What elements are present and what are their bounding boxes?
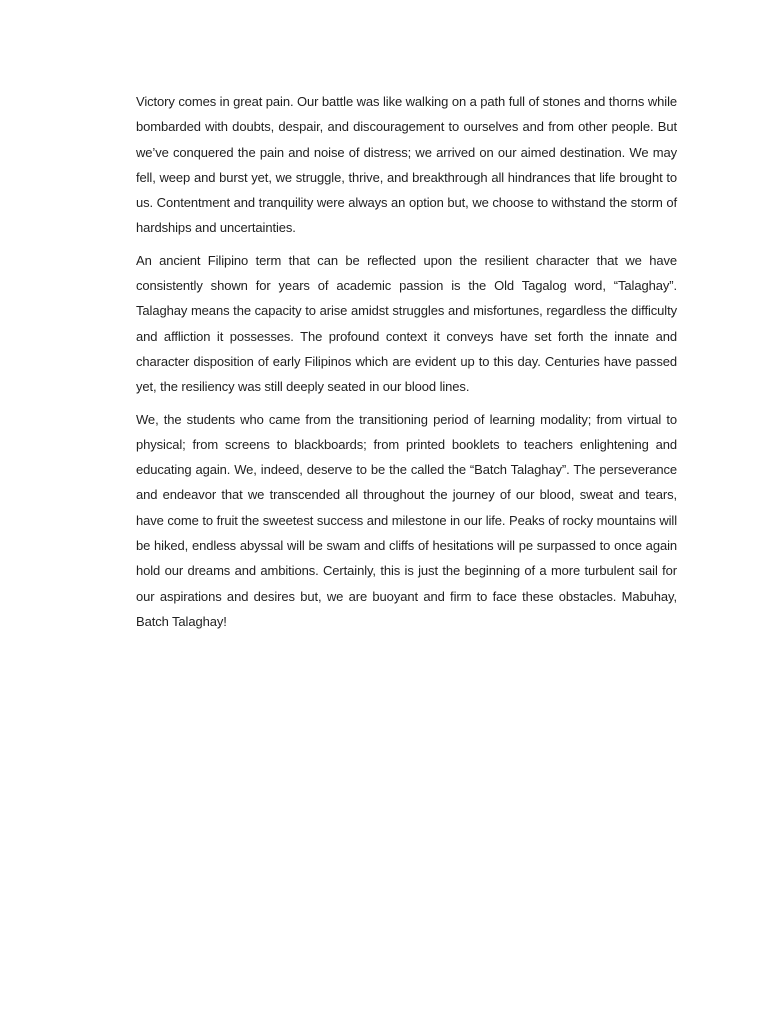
paragraph-3: We, the students who came from the transitioning period of learning modality; from virtual to physical; from screens to blackboards; from printed booklets to teachers enlightening and educating again. We, indeed, deserve to be the called the “Batch Talaghay”. The perseverance and endeavor that we transcended all throughout the journey of our blood, sweat and tears, have come to fruit the sweetest success and milestone in our life. Peaks of rocky mountains will be hiked, endless abyssal will be swam and cliffs of hesitations will pe surpassed to once again hold our dreams and ambitions. Certainly, this is just the beginning of a more turbulent sail for our aspirations and desires but, we are buoyant and firm to face these obstacles. Mabuhay, Batch Talaghay! [136, 411, 677, 629]
paragraph-1: Victory comes in great pain. Our battle was like walking on a path full of stones and thorns while bombarded with doubts, despair, and discouragement to ourselves and from other people. But we’ve conquered the pain and noise of distress; we arrived on our aimed destination. We may fell, weep and burst yet, we struggle, thrive, and breakthrough all hindrances that life brought to us. Contentment and tranquility were always an option but, we choose to withstand the storm of hardships and uncertainties. [136, 94, 677, 236]
document-body [136, 89, 677, 641]
paragraph-2: An ancient Filipino term that can be reflected upon the resilient character that we have consistently shown for years of academic passion is the Old Tagalog word, “Talaghay”. Talaghay means the capacity to arise amidst struggles and misfortunes, regardless the difficulty and affliction it possesses. The profound context it conveys have set forth the innate and character disposition of early Filipinos which are evident up to this day. Centuries have passed yet, the resiliency was still deeply seated in our blood lines. [136, 252, 677, 395]
